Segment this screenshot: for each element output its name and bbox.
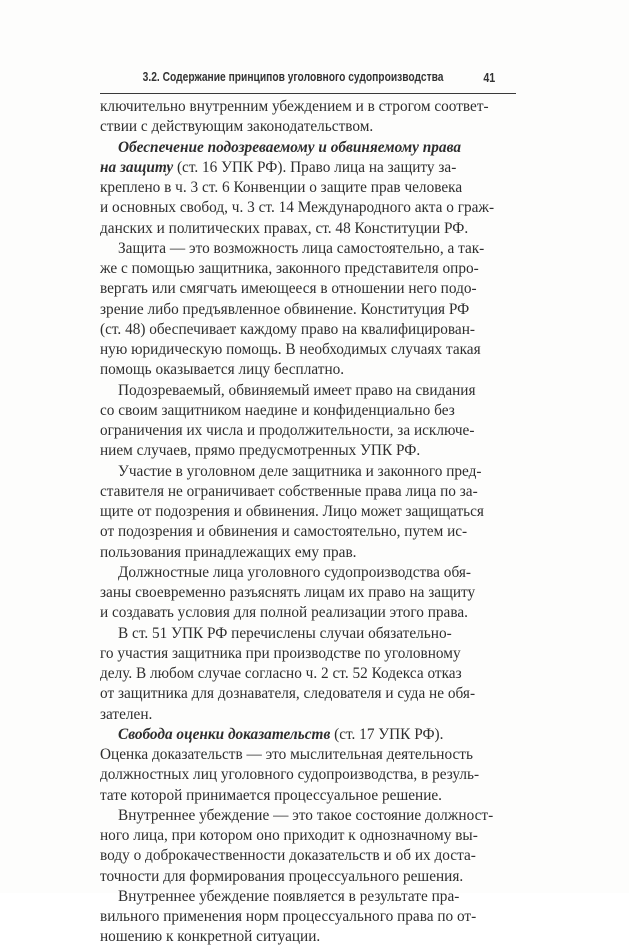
line-text: (ст. 48) обеспечивает каждому право на квалифицирован-	[100, 320, 475, 338]
text-line	[100, 522, 520, 542]
text-line	[100, 259, 520, 279]
text-line	[100, 705, 520, 725]
text-line	[100, 97, 520, 117]
line-text: помощь оказывается лицу бесплатно.	[100, 361, 345, 379]
line-text: со своим защитником наедине и конфиденциально без	[100, 401, 455, 419]
text-line	[100, 421, 520, 441]
paragraph	[100, 563, 520, 624]
line-text: от подозрения и обвинения и самостоятельно, путем ис-	[100, 523, 468, 541]
line-text: пользования принадлежащих ему прав.	[100, 543, 357, 561]
text-line	[100, 198, 520, 218]
paragraph	[100, 138, 520, 239]
line-text: нием случаев, прямо предусмотренных УПК РФ.	[100, 442, 421, 460]
paragraph	[100, 462, 520, 563]
text-line	[100, 603, 520, 623]
text-line	[100, 907, 520, 927]
line-text: креплено в ч. 3 ст. 6 Конвенции о защите прав человека	[100, 179, 463, 196]
line-text: Внутреннее убеждение появляется в результате пра-	[118, 887, 460, 905]
text-line	[100, 846, 520, 866]
text-line	[100, 543, 520, 563]
text-line	[100, 806, 520, 826]
line-text: и создавать условия для полной реализации этого права.	[100, 604, 468, 622]
text-line	[100, 786, 520, 806]
text-line	[100, 401, 520, 421]
text-line	[100, 664, 520, 684]
page-number: 41	[483, 70, 496, 85]
text-line	[100, 178, 520, 198]
line-text: зателен.	[100, 705, 153, 723]
line-text: Оценка доказательств — это мыслительная деятельность	[100, 746, 473, 763]
line-text: Внутреннее убеждение — это такое состояние должност-	[118, 806, 494, 824]
paragraph-lead: Обеспечение подозреваемому и обвиняемому права	[118, 138, 461, 156]
text-line	[100, 219, 520, 239]
line-text: и основных свобод, ч. 3 ст. 14 Международного акта о граж-	[100, 199, 495, 217]
text-line	[100, 381, 520, 401]
text-line	[100, 887, 520, 907]
line-text: от защитника для дознавателя, следователя и суда не обя-	[100, 685, 476, 703]
paragraph	[100, 725, 520, 806]
text-line	[100, 745, 520, 765]
paragraph-lead: на защиту	[100, 158, 174, 176]
paragraph	[100, 381, 520, 462]
paragraph	[100, 97, 520, 138]
text-line	[100, 441, 520, 461]
line-text: делу. В любом случае согласно ч. 2 ст. 52 Кодекса отказ	[100, 665, 462, 682]
paragraph	[100, 806, 520, 887]
line-text: (ст. 17 УПК РФ).	[330, 725, 444, 743]
line-text: Подозреваемый, обвиняемый имеет право на свидания	[118, 381, 476, 399]
line-text: Защита — это возможность лица самостоятельно, а так-	[118, 239, 485, 257]
text-line	[100, 462, 520, 482]
chapter-title: 3.2. Содержание принципов уголовного судопроизводства	[142, 70, 444, 84]
line-text: тате которой принимается процессуальное решение.	[100, 786, 442, 804]
line-text: вильного применения норм процессуального права по от-	[100, 908, 477, 925]
text-line	[100, 826, 520, 846]
line-text: же с помощью защитника, законного представителя опро-	[100, 260, 479, 277]
text-line	[100, 300, 520, 320]
text-line	[100, 502, 520, 522]
text-line	[100, 239, 520, 259]
line-text: зрение либо предъявленное обвинение. Конституция РФ	[100, 300, 470, 318]
line-text: щите от подозрения и обвинения. Лицо может защищаться	[100, 503, 484, 520]
text-line	[100, 765, 520, 785]
line-text: должностных лиц уголовного судопроизводства, в резуль-	[100, 766, 480, 784]
line-text: ношению к конкретной ситуации.	[100, 928, 321, 946]
text-line	[100, 482, 520, 502]
line-text: точности для формирования процессуального решения.	[100, 867, 464, 885]
text-line	[100, 138, 520, 158]
line-text: Должностные лица уголовного судопроизводства обя-	[118, 563, 471, 581]
line-text: ного лица, при котором оно приходит к однозначному вы-	[100, 827, 478, 844]
line-text: заны своевременно разъяснять лицам их право на защиту	[100, 584, 476, 601]
text-line	[100, 360, 520, 380]
text-line	[100, 117, 520, 137]
paragraph	[100, 239, 520, 381]
line-text: ограничения их числа и продолжительности, за исключе-	[100, 422, 475, 439]
running-header	[100, 69, 496, 87]
line-text: (ст. 16 УПК РФ). Право лица на защиту за-	[173, 158, 457, 176]
text-line	[100, 340, 520, 360]
text-line	[100, 624, 520, 644]
line-text: ключительно внутренним убеждением и в строгом соответ-	[100, 98, 489, 115]
text-line	[100, 867, 520, 887]
line-text: В ст. 51 УПК РФ перечислены случаи обязательно-	[118, 624, 452, 642]
line-text: ную юридическую помощь. В необходимых случаях такая	[100, 341, 481, 358]
text-line	[100, 583, 520, 603]
paragraph-lead: Свобода оценки доказательств	[118, 725, 331, 743]
line-text: данских и политических правах, ст. 48 Конституции РФ.	[100, 219, 469, 237]
paragraph	[100, 624, 520, 725]
text-line	[100, 927, 520, 947]
line-text: ставителя не ограничивает собственные права лица по за-	[100, 482, 478, 500]
text-line	[100, 279, 520, 299]
line-text: го участия защитника при производстве по уголовному	[100, 644, 461, 662]
text-line	[100, 563, 520, 583]
text-line	[100, 320, 520, 340]
line-text: вергать или смягчать имеющееся в отношении него подо-	[100, 280, 477, 298]
text-line	[100, 725, 520, 745]
text-line	[100, 644, 520, 664]
body-text	[100, 97, 520, 948]
paragraph	[100, 887, 520, 948]
line-text: ствии с действующим законодательством.	[100, 118, 374, 136]
line-text: Участие в уголовном деле защитника и законного пред-	[118, 462, 482, 480]
header-rule	[100, 93, 516, 94]
text-line	[100, 158, 520, 178]
line-text: воду о доброкачественности доказательств и об их доста-	[100, 847, 476, 865]
text-line	[100, 684, 520, 704]
